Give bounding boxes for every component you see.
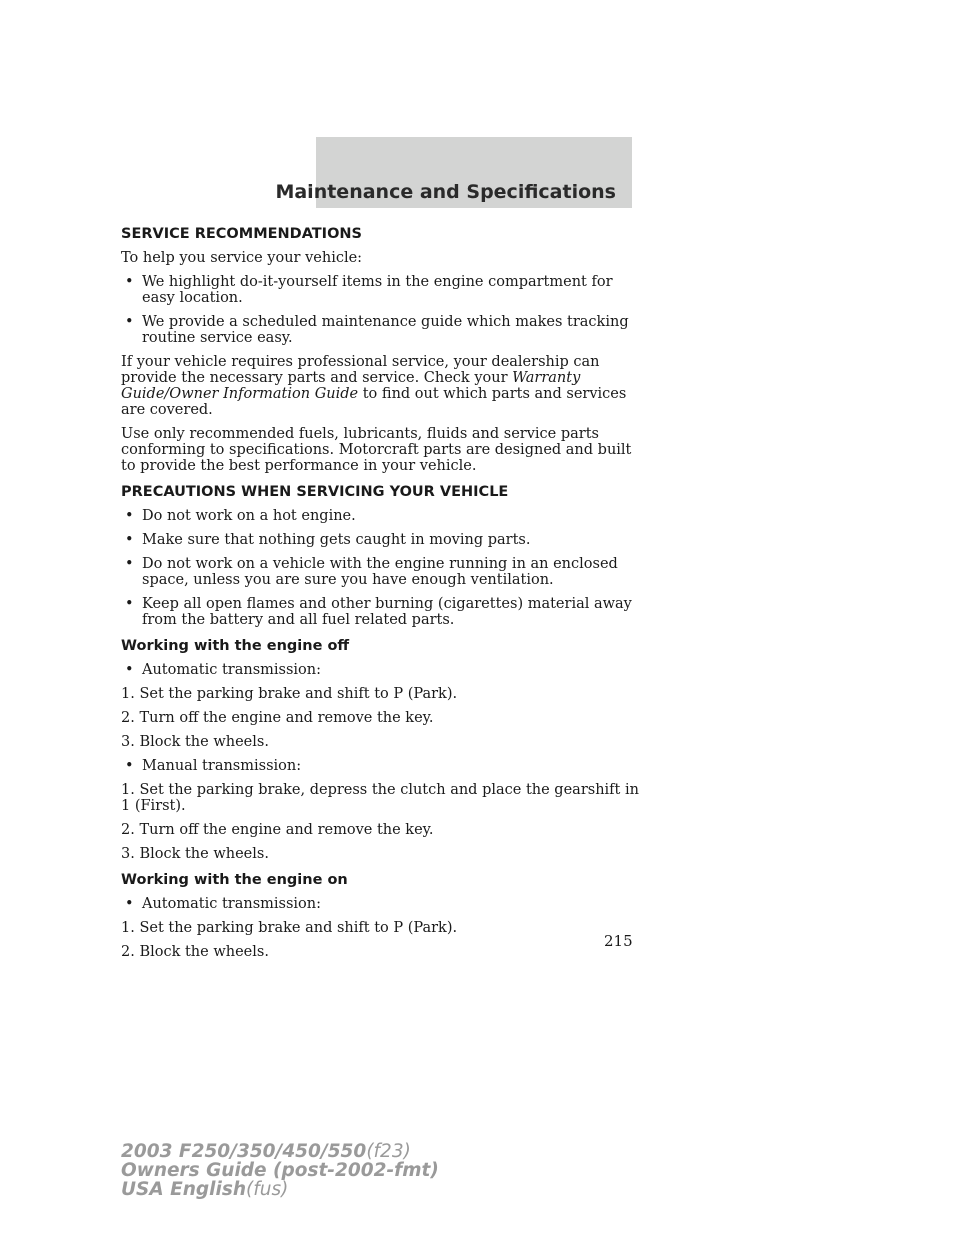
footer-model: 2003 F250/350/450/550 bbox=[121, 1141, 367, 1162]
professional-service-paragraph bbox=[121, 354, 641, 418]
footer-guide-line: Owners Guide (post-2002-fmt) bbox=[121, 1160, 439, 1181]
list-item bbox=[121, 274, 641, 306]
document-footer bbox=[121, 1142, 439, 1199]
list-item-text: Do not work on a hot engine. bbox=[142, 508, 356, 524]
step-item: 2. Turn off the engine and remove the key. bbox=[121, 822, 434, 838]
bullet-icon: • bbox=[125, 758, 134, 774]
footer-language: USA English bbox=[121, 1179, 247, 1200]
heading-engine-on: Working with the engine on bbox=[121, 872, 348, 888]
bullet-icon: • bbox=[125, 662, 134, 678]
step-item: 1. Set the parking brake and shift to P (Park). bbox=[121, 920, 458, 936]
step-item: 3. Block the wheels. bbox=[121, 734, 269, 750]
bullet-icon: • bbox=[125, 314, 134, 330]
footer-language-code: (fus) bbox=[246, 1179, 289, 1200]
paragraph-text: to find out which parts and services are covered. bbox=[121, 386, 627, 418]
footer-model-line bbox=[121, 1142, 439, 1161]
page-body bbox=[121, 226, 641, 968]
bullet-icon: • bbox=[125, 596, 134, 612]
list-item-text: We highlight do-it-yourself items in the engine compartment for easy location. bbox=[142, 274, 613, 306]
list-item-text: Do not work on a vehicle with the engine running in an enclosed space, unless you are sure you have enough ventilation. bbox=[142, 556, 618, 588]
step-item: 1. Set the parking brake, depress the clutch and place the gearshift in 1 (First). bbox=[121, 782, 639, 814]
heading-engine-off: Working with the engine off bbox=[121, 638, 350, 654]
warranty-guide-title: Warranty Guide/Owner Information Guide bbox=[121, 370, 581, 402]
list-item bbox=[121, 556, 641, 588]
list-item bbox=[121, 758, 641, 774]
page-number: 215 bbox=[604, 932, 633, 950]
list-item bbox=[121, 508, 641, 524]
list-item bbox=[121, 596, 641, 628]
paragraph-text: If your vehicle requires professional service, your dealership can provide the necessary parts and service. Check your bbox=[121, 354, 600, 386]
list-item-text: Manual transmission: bbox=[142, 758, 302, 774]
step-item: 3. Block the wheels. bbox=[121, 846, 269, 862]
bullet-icon: • bbox=[125, 896, 134, 912]
list-item bbox=[121, 896, 641, 912]
list-item-text: Keep all open flames and other burning (cigarettes) material away from the battery and all fuel related parts. bbox=[142, 596, 632, 628]
step-item: 2. Turn off the engine and remove the key. bbox=[121, 710, 434, 726]
heading-precautions: PRECAUTIONS WHEN SERVICING YOUR VEHICLE bbox=[121, 484, 509, 500]
bullet-icon: • bbox=[125, 274, 134, 290]
step-item: 1. Set the parking brake and shift to P (Park). bbox=[121, 686, 458, 702]
section-header-band bbox=[275, 137, 632, 208]
list-item bbox=[121, 532, 641, 548]
heading-service-recommendations: SERVICE RECOMMENDATIONS bbox=[121, 226, 362, 242]
step-item: 2. Block the wheels. bbox=[121, 944, 269, 960]
recommended-parts-paragraph: Use only recommended fuels, lubricants, fluids and service parts conforming to specifications. Motorcraft parts are designed and built to provide the best performance in your vehicle. bbox=[121, 426, 632, 474]
list-item-text: Make sure that nothing gets caught in moving parts. bbox=[142, 532, 531, 548]
list-item bbox=[121, 662, 641, 678]
list-item bbox=[121, 314, 641, 346]
bullet-icon: • bbox=[125, 556, 134, 572]
service-intro: To help you service your vehicle: bbox=[121, 250, 363, 266]
footer-model-code: (f23) bbox=[366, 1141, 411, 1162]
bullet-icon: • bbox=[125, 532, 134, 548]
footer-language-line bbox=[121, 1180, 439, 1199]
list-item-text: Automatic transmission: bbox=[142, 662, 321, 678]
section-title: Maintenance and Specifications bbox=[275, 181, 616, 203]
list-item-text: We provide a scheduled maintenance guide which makes tracking routine service easy. bbox=[142, 314, 629, 346]
bullet-icon: • bbox=[125, 508, 134, 524]
list-item-text: Automatic transmission: bbox=[142, 896, 321, 912]
